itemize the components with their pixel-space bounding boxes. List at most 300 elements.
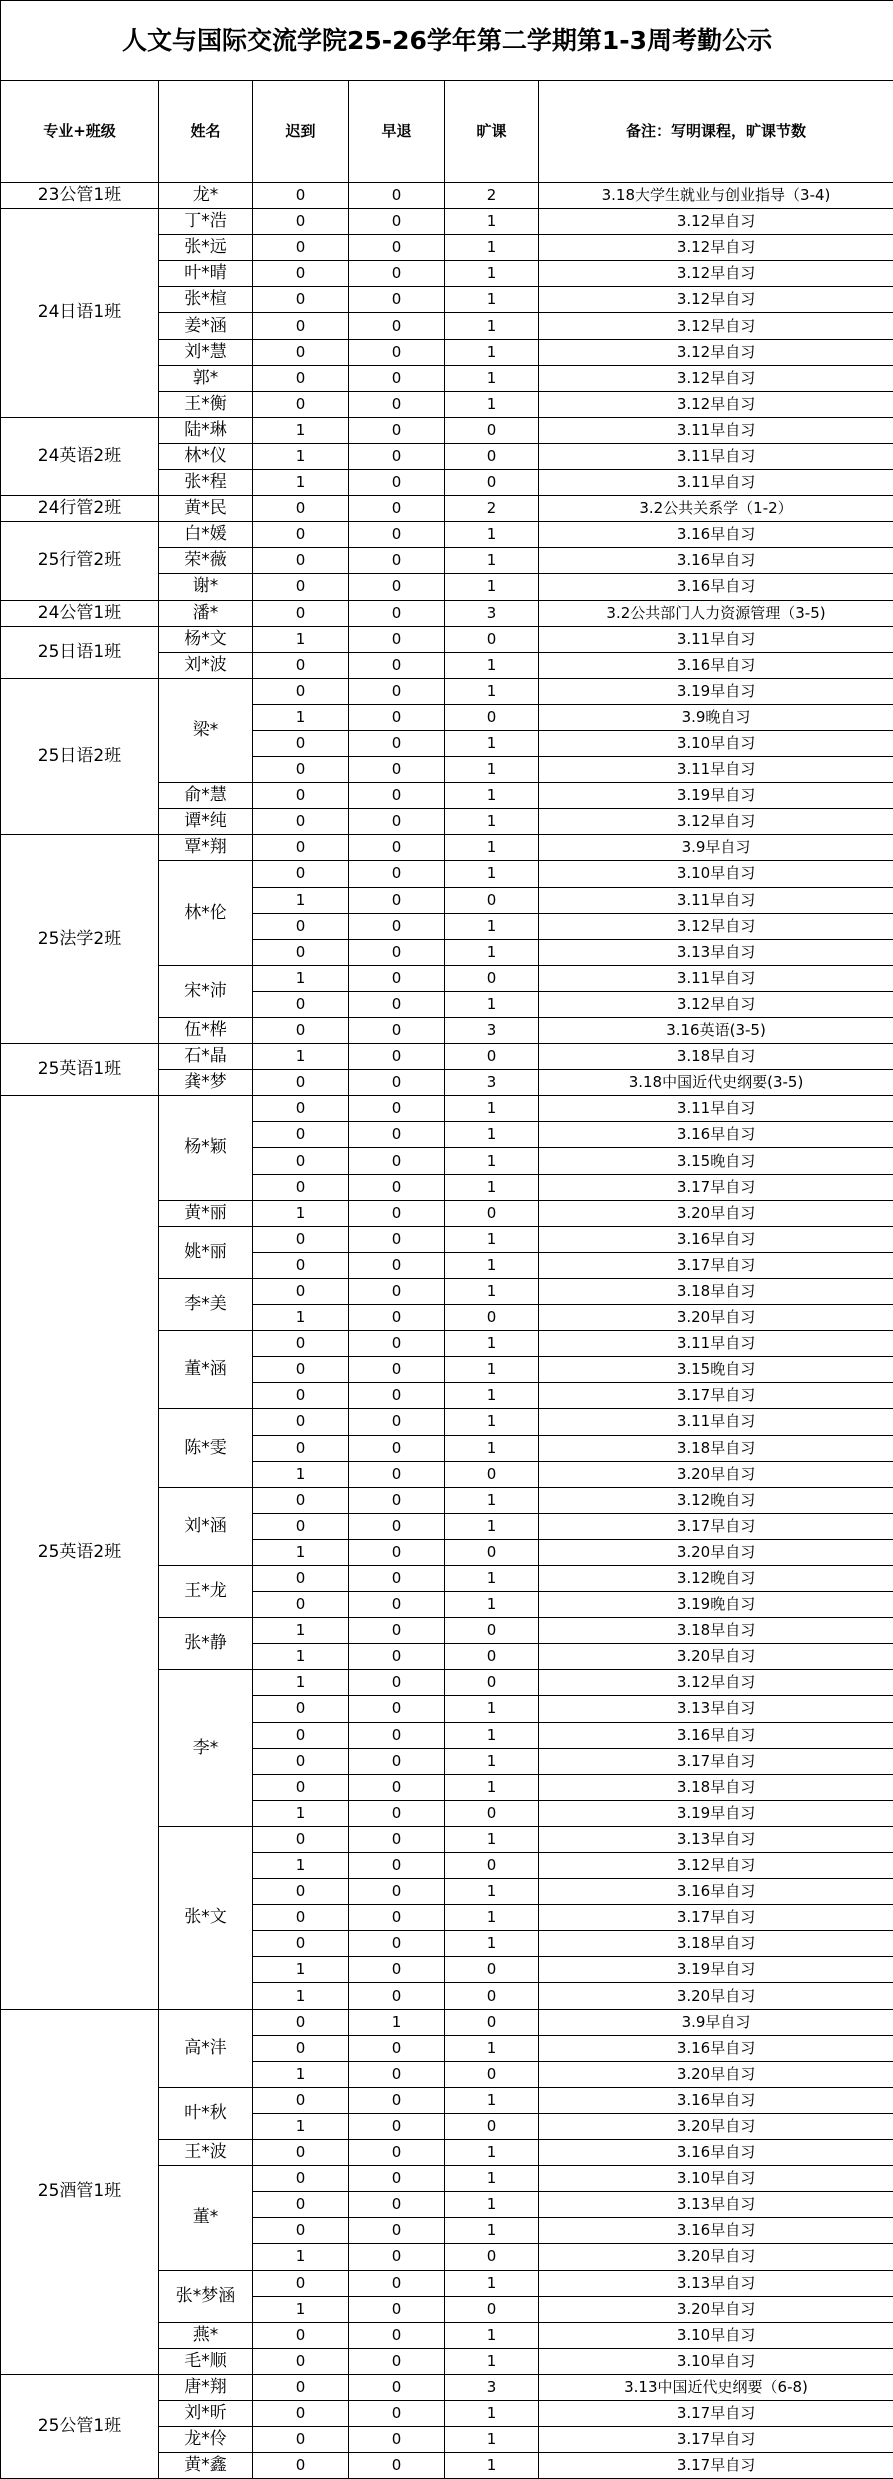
table-row — [1, 626, 893, 652]
late-count-cell: 0 — [253, 2400, 349, 2426]
absent-count-cell: 1 — [445, 2192, 539, 2218]
remark-cell: 3.18早自习 — [539, 1435, 893, 1461]
absent-count-cell: 1 — [445, 1931, 539, 1957]
remark-cell: 3.17早自习 — [539, 1383, 893, 1409]
early-leave-count-cell: 0 — [349, 2166, 445, 2192]
remark-cell: 3.19早自习 — [539, 678, 893, 704]
remark-cell: 3.19早自习 — [539, 783, 893, 809]
page-title: 人文与国际交流学院25-26学年第二学期第1-3周考勤公示 — [1, 1, 893, 81]
late-count-cell: 0 — [253, 809, 349, 835]
absent-count-cell: 3 — [445, 600, 539, 626]
late-count-cell: 1 — [253, 2061, 349, 2087]
header-early-leave: 早退 — [349, 81, 445, 183]
early-leave-count-cell: 0 — [349, 548, 445, 574]
absent-count-cell: 1 — [445, 365, 539, 391]
remark-cell: 3.12早自习 — [539, 339, 893, 365]
student-name-cell: 刘*涵 — [159, 1487, 253, 1565]
early-leave-count-cell: 0 — [349, 600, 445, 626]
absent-count-cell: 1 — [445, 1826, 539, 1852]
absent-count-cell: 1 — [445, 1252, 539, 1278]
late-count-cell: 1 — [253, 626, 349, 652]
remark-cell: 3.11早自习 — [539, 626, 893, 652]
student-name-cell: 张*远 — [159, 235, 253, 261]
absent-count-cell: 0 — [445, 2296, 539, 2322]
student-name-cell: 石*晶 — [159, 1044, 253, 1070]
student-name-cell: 李* — [159, 1670, 253, 1827]
late-count-cell: 0 — [253, 1565, 349, 1591]
early-leave-count-cell: 0 — [349, 235, 445, 261]
remark-cell: 3.19晚自习 — [539, 1592, 893, 1618]
early-leave-count-cell: 0 — [349, 287, 445, 313]
absent-count-cell: 1 — [445, 2400, 539, 2426]
remark-cell: 3.16早自习 — [539, 548, 893, 574]
absent-count-cell: 1 — [445, 835, 539, 861]
late-count-cell: 0 — [253, 1148, 349, 1174]
remark-cell: 3.20早自习 — [539, 1461, 893, 1487]
student-name-cell: 王*波 — [159, 2140, 253, 2166]
remark-cell: 3.16早自习 — [539, 1226, 893, 1252]
late-count-cell: 1 — [253, 1539, 349, 1565]
absent-count-cell: 1 — [445, 1513, 539, 1539]
student-name-cell: 林*伦 — [159, 861, 253, 965]
late-count-cell: 0 — [253, 730, 349, 756]
early-leave-count-cell: 0 — [349, 1644, 445, 1670]
student-name-cell: 高*沣 — [159, 2009, 253, 2087]
remark-cell: 3.9早自习 — [539, 2009, 893, 2035]
late-count-cell: 0 — [253, 1722, 349, 1748]
early-leave-count-cell: 0 — [349, 443, 445, 469]
remark-cell: 3.16早自习 — [539, 2087, 893, 2113]
absent-count-cell: 1 — [445, 1905, 539, 1931]
remark-cell: 3.19早自习 — [539, 1957, 893, 1983]
remark-cell: 3.12早自习 — [539, 235, 893, 261]
late-count-cell: 1 — [253, 1853, 349, 1879]
header-name: 姓名 — [159, 81, 253, 183]
late-count-cell: 0 — [253, 1696, 349, 1722]
early-leave-count-cell: 0 — [349, 209, 445, 235]
remark-cell: 3.17早自习 — [539, 1252, 893, 1278]
remark-cell: 3.12早自习 — [539, 313, 893, 339]
remark-cell: 3.18早自习 — [539, 1774, 893, 1800]
remark-cell: 3.12晚自习 — [539, 1565, 893, 1591]
absent-count-cell: 1 — [445, 1879, 539, 1905]
remark-cell: 3.2公共关系学（1-2） — [539, 496, 893, 522]
student-name-cell: 宋*沛 — [159, 965, 253, 1017]
late-count-cell: 0 — [253, 261, 349, 287]
early-leave-count-cell: 0 — [349, 1539, 445, 1565]
remark-cell: 3.11早自习 — [539, 1409, 893, 1435]
absent-count-cell: 1 — [445, 1409, 539, 1435]
student-name-cell: 王*龙 — [159, 1565, 253, 1617]
absent-count-cell: 1 — [445, 1226, 539, 1252]
absent-count-cell: 1 — [445, 313, 539, 339]
late-count-cell: 0 — [253, 2348, 349, 2374]
absent-count-cell: 1 — [445, 2427, 539, 2453]
early-leave-count-cell: 0 — [349, 991, 445, 1017]
early-leave-count-cell: 0 — [349, 1800, 445, 1826]
absent-count-cell: 1 — [445, 1487, 539, 1513]
remark-cell: 3.12早自习 — [539, 209, 893, 235]
header-class: 专业+班级 — [1, 81, 159, 183]
remark-cell: 3.16早自习 — [539, 1722, 893, 1748]
late-count-cell: 0 — [253, 2427, 349, 2453]
student-name-cell: 张*静 — [159, 1618, 253, 1670]
early-leave-count-cell: 0 — [349, 835, 445, 861]
absent-count-cell: 1 — [445, 548, 539, 574]
early-leave-count-cell: 0 — [349, 2244, 445, 2270]
class-cell: 25英语1班 — [1, 1044, 159, 1096]
early-leave-count-cell: 0 — [349, 2270, 445, 2296]
remark-cell: 3.16早自习 — [539, 2140, 893, 2166]
late-count-cell: 0 — [253, 2009, 349, 2035]
remark-cell: 3.12早自习 — [539, 913, 893, 939]
remark-cell: 3.13早自习 — [539, 1696, 893, 1722]
absent-count-cell: 1 — [445, 1592, 539, 1618]
remark-cell: 3.17早自习 — [539, 1513, 893, 1539]
absent-count-cell: 0 — [445, 1800, 539, 1826]
absent-count-cell: 1 — [445, 522, 539, 548]
early-leave-count-cell: 0 — [349, 339, 445, 365]
absent-count-cell: 3 — [445, 1018, 539, 1044]
early-leave-count-cell: 0 — [349, 2218, 445, 2244]
early-leave-count-cell: 0 — [349, 1278, 445, 1304]
remark-cell: 3.18中国近代史纲要(3-5) — [539, 1070, 893, 1096]
absent-count-cell: 1 — [445, 287, 539, 313]
early-leave-count-cell: 0 — [349, 913, 445, 939]
absent-count-cell: 1 — [445, 2270, 539, 2296]
early-leave-count-cell: 0 — [349, 783, 445, 809]
absent-count-cell: 1 — [445, 209, 539, 235]
early-leave-count-cell: 0 — [349, 652, 445, 678]
absent-count-cell: 1 — [445, 652, 539, 678]
late-count-cell: 1 — [253, 2113, 349, 2139]
late-count-cell: 1 — [253, 2296, 349, 2322]
student-name-cell: 谭*纯 — [159, 809, 253, 835]
early-leave-count-cell: 0 — [349, 809, 445, 835]
absent-count-cell: 1 — [445, 809, 539, 835]
absent-count-cell: 0 — [445, 1853, 539, 1879]
student-name-cell: 刘*慧 — [159, 339, 253, 365]
remark-cell: 3.13早自习 — [539, 939, 893, 965]
student-name-cell: 黄*丽 — [159, 1200, 253, 1226]
remark-cell: 3.2公共部门人力资源管理（3-5) — [539, 600, 893, 626]
student-name-cell: 燕* — [159, 2322, 253, 2348]
late-count-cell: 0 — [253, 757, 349, 783]
student-name-cell: 梁* — [159, 678, 253, 782]
early-leave-count-cell: 0 — [349, 1331, 445, 1357]
remark-cell: 3.18大学生就业与创业指导（3-4) — [539, 183, 893, 209]
early-leave-count-cell: 0 — [349, 2296, 445, 2322]
early-leave-count-cell: 0 — [349, 2427, 445, 2453]
late-count-cell: 0 — [253, 2140, 349, 2166]
absent-count-cell: 1 — [445, 939, 539, 965]
remark-cell: 3.10早自习 — [539, 2166, 893, 2192]
late-count-cell: 0 — [253, 2270, 349, 2296]
early-leave-count-cell: 0 — [349, 522, 445, 548]
absent-count-cell: 1 — [445, 2218, 539, 2244]
remark-cell: 3.9早自习 — [539, 835, 893, 861]
absent-count-cell: 1 — [445, 1278, 539, 1304]
early-leave-count-cell: 0 — [349, 1722, 445, 1748]
remark-cell: 3.13早自习 — [539, 2192, 893, 2218]
student-name-cell: 刘*昕 — [159, 2400, 253, 2426]
remark-cell: 3.10早自习 — [539, 861, 893, 887]
absent-count-cell: 3 — [445, 1070, 539, 1096]
late-count-cell: 0 — [253, 2374, 349, 2400]
late-count-cell: 1 — [253, 1200, 349, 1226]
table-row — [1, 522, 893, 548]
student-name-cell: 张*梦涵 — [159, 2270, 253, 2322]
absent-count-cell: 0 — [445, 1044, 539, 1070]
class-cell: 24英语2班 — [1, 417, 159, 495]
late-count-cell: 0 — [253, 2035, 349, 2061]
remark-cell: 3.16早自习 — [539, 522, 893, 548]
early-leave-count-cell: 0 — [349, 730, 445, 756]
absent-count-cell: 1 — [445, 1331, 539, 1357]
class-cell: 25行管2班 — [1, 522, 159, 600]
early-leave-count-cell: 0 — [349, 2140, 445, 2166]
table-row — [1, 417, 893, 443]
remark-cell: 3.11早自习 — [539, 757, 893, 783]
absent-count-cell: 0 — [445, 2009, 539, 2035]
early-leave-count-cell: 0 — [349, 1826, 445, 1852]
remark-cell: 3.12晚自习 — [539, 1487, 893, 1513]
late-count-cell: 0 — [253, 939, 349, 965]
absent-count-cell: 1 — [445, 1383, 539, 1409]
early-leave-count-cell: 0 — [349, 757, 445, 783]
student-name-cell: 覃*翔 — [159, 835, 253, 861]
header-remarks: 备注：写明课程，旷课节数 — [539, 81, 893, 183]
late-count-cell: 0 — [253, 1905, 349, 1931]
remark-cell: 3.18早自习 — [539, 1044, 893, 1070]
student-name-cell: 陈*雯 — [159, 1409, 253, 1487]
remark-cell: 3.11早自习 — [539, 1331, 893, 1357]
student-name-cell: 林*仪 — [159, 443, 253, 469]
early-leave-count-cell: 0 — [349, 574, 445, 600]
absent-count-cell: 1 — [445, 2140, 539, 2166]
early-leave-count-cell: 0 — [349, 2322, 445, 2348]
table-row — [1, 2374, 893, 2400]
absent-count-cell: 1 — [445, 1565, 539, 1591]
absent-count-cell: 1 — [445, 2348, 539, 2374]
remark-cell: 3.16早自习 — [539, 2035, 893, 2061]
remark-cell: 3.16早自习 — [539, 652, 893, 678]
remark-cell: 3.20早自习 — [539, 1200, 893, 1226]
early-leave-count-cell: 0 — [349, 1905, 445, 1931]
absent-count-cell: 1 — [445, 1722, 539, 1748]
table-row — [1, 1096, 893, 1122]
student-name-cell: 杨*文 — [159, 626, 253, 652]
student-name-cell: 龙* — [159, 183, 253, 209]
absent-count-cell: 0 — [445, 887, 539, 913]
late-count-cell: 0 — [253, 183, 349, 209]
late-count-cell: 0 — [253, 861, 349, 887]
late-count-cell: 1 — [253, 965, 349, 991]
absent-count-cell: 0 — [445, 965, 539, 991]
late-count-cell: 0 — [253, 652, 349, 678]
student-name-cell: 刘*波 — [159, 652, 253, 678]
early-leave-count-cell: 0 — [349, 1409, 445, 1435]
student-name-cell: 张*楦 — [159, 287, 253, 313]
late-count-cell: 0 — [253, 678, 349, 704]
absent-count-cell: 1 — [445, 1435, 539, 1461]
table-row — [1, 2009, 893, 2035]
remark-cell: 3.10早自习 — [539, 2322, 893, 2348]
early-leave-count-cell: 0 — [349, 939, 445, 965]
late-count-cell: 1 — [253, 2244, 349, 2270]
early-leave-count-cell: 0 — [349, 1487, 445, 1513]
late-count-cell: 0 — [253, 1826, 349, 1852]
early-leave-count-cell: 0 — [349, 1957, 445, 1983]
remark-cell: 3.12早自习 — [539, 991, 893, 1017]
remark-cell: 3.16早自习 — [539, 1122, 893, 1148]
absent-count-cell: 1 — [445, 730, 539, 756]
student-name-cell: 白*媛 — [159, 522, 253, 548]
absent-count-cell: 2 — [445, 496, 539, 522]
early-leave-count-cell: 0 — [349, 261, 445, 287]
absent-count-cell: 0 — [445, 2113, 539, 2139]
remark-cell: 3.13早自习 — [539, 1826, 893, 1852]
class-cell: 25公管1班 — [1, 2374, 159, 2478]
absent-count-cell: 1 — [445, 861, 539, 887]
class-cell: 24公管1班 — [1, 600, 159, 626]
absent-count-cell: 0 — [445, 470, 539, 496]
late-count-cell: 0 — [253, 574, 349, 600]
late-count-cell: 1 — [253, 1644, 349, 1670]
remark-cell: 3.13中国近代史纲要（6-8) — [539, 2374, 893, 2400]
absent-count-cell: 1 — [445, 2322, 539, 2348]
remark-cell: 3.13早自习 — [539, 2270, 893, 2296]
absent-count-cell: 0 — [445, 2244, 539, 2270]
attendance-table-body — [1, 1, 893, 2479]
absent-count-cell: 0 — [445, 443, 539, 469]
student-name-cell: 潘* — [159, 600, 253, 626]
early-leave-count-cell: 0 — [349, 861, 445, 887]
absent-count-cell: 0 — [445, 1461, 539, 1487]
absent-count-cell: 1 — [445, 1774, 539, 1800]
early-leave-count-cell: 0 — [349, 1096, 445, 1122]
remark-cell: 3.17早自习 — [539, 2427, 893, 2453]
late-count-cell: 0 — [253, 1070, 349, 1096]
remark-cell: 3.10早自习 — [539, 730, 893, 756]
absent-count-cell: 1 — [445, 1096, 539, 1122]
remark-cell: 3.16早自习 — [539, 574, 893, 600]
late-count-cell: 0 — [253, 1879, 349, 1905]
late-count-cell: 0 — [253, 1435, 349, 1461]
early-leave-count-cell: 0 — [349, 2113, 445, 2139]
early-leave-count-cell: 0 — [349, 183, 445, 209]
late-count-cell: 0 — [253, 1252, 349, 1278]
remark-cell: 3.17早自习 — [539, 1174, 893, 1200]
absent-count-cell: 1 — [445, 991, 539, 1017]
early-leave-count-cell: 0 — [349, 2374, 445, 2400]
remark-cell: 3.18早自习 — [539, 1931, 893, 1957]
student-name-cell: 黄*民 — [159, 496, 253, 522]
remark-cell: 3.15晚自习 — [539, 1357, 893, 1383]
early-leave-count-cell: 0 — [349, 1122, 445, 1148]
class-cell: 25法学2班 — [1, 835, 159, 1044]
early-leave-count-cell: 0 — [349, 1983, 445, 2009]
late-count-cell: 0 — [253, 2322, 349, 2348]
student-name-cell: 叶*秋 — [159, 2087, 253, 2139]
student-name-cell: 张*文 — [159, 1826, 253, 2009]
remark-cell: 3.18早自习 — [539, 1278, 893, 1304]
student-name-cell: 郭* — [159, 365, 253, 391]
late-count-cell: 0 — [253, 209, 349, 235]
early-leave-count-cell: 0 — [349, 1748, 445, 1774]
early-leave-count-cell: 0 — [349, 1044, 445, 1070]
absent-count-cell: 1 — [445, 1148, 539, 1174]
remark-cell: 3.15晚自习 — [539, 1148, 893, 1174]
late-count-cell: 1 — [253, 1800, 349, 1826]
student-name-cell: 叶*晴 — [159, 261, 253, 287]
late-count-cell: 0 — [253, 496, 349, 522]
remark-cell: 3.17早自习 — [539, 1748, 893, 1774]
early-leave-count-cell: 0 — [349, 2453, 445, 2479]
early-leave-count-cell: 0 — [349, 1305, 445, 1331]
early-leave-count-cell: 0 — [349, 313, 445, 339]
late-count-cell: 1 — [253, 887, 349, 913]
early-leave-count-cell: 0 — [349, 1592, 445, 1618]
student-name-cell: 陆*琳 — [159, 417, 253, 443]
header-late: 迟到 — [253, 81, 349, 183]
absent-count-cell: 1 — [445, 757, 539, 783]
remark-cell: 3.12早自习 — [539, 1670, 893, 1696]
remark-cell: 3.17早自习 — [539, 2400, 893, 2426]
header-row — [1, 81, 893, 183]
table-row — [1, 600, 893, 626]
remark-cell: 3.19早自习 — [539, 1800, 893, 1826]
student-name-cell: 荣*薇 — [159, 548, 253, 574]
early-leave-count-cell: 0 — [349, 704, 445, 730]
absent-count-cell: 1 — [445, 1122, 539, 1148]
late-count-cell: 0 — [253, 1018, 349, 1044]
remark-cell: 3.20早自习 — [539, 1539, 893, 1565]
class-cell: 25日语2班 — [1, 678, 159, 835]
early-leave-count-cell: 0 — [349, 1070, 445, 1096]
late-count-cell: 0 — [253, 1226, 349, 1252]
student-name-cell: 杨*颖 — [159, 1096, 253, 1200]
early-leave-count-cell: 0 — [349, 626, 445, 652]
absent-count-cell: 0 — [445, 1957, 539, 1983]
absent-count-cell: 0 — [445, 1539, 539, 1565]
early-leave-count-cell: 0 — [349, 417, 445, 443]
early-leave-count-cell: 0 — [349, 1931, 445, 1957]
remark-cell: 3.11早自习 — [539, 1096, 893, 1122]
late-count-cell: 1 — [253, 1670, 349, 1696]
late-count-cell: 0 — [253, 365, 349, 391]
late-count-cell: 0 — [253, 991, 349, 1017]
student-name-cell: 姜*涵 — [159, 313, 253, 339]
late-count-cell: 0 — [253, 1331, 349, 1357]
early-leave-count-cell: 0 — [349, 1618, 445, 1644]
student-name-cell: 伍*桦 — [159, 1018, 253, 1044]
early-leave-count-cell: 0 — [349, 2087, 445, 2113]
early-leave-count-cell: 1 — [349, 2009, 445, 2035]
early-leave-count-cell: 0 — [349, 1513, 445, 1539]
early-leave-count-cell: 0 — [349, 2348, 445, 2374]
remark-cell: 3.10早自习 — [539, 2348, 893, 2374]
absent-count-cell: 0 — [445, 1200, 539, 1226]
late-count-cell: 0 — [253, 1931, 349, 1957]
absent-count-cell: 1 — [445, 261, 539, 287]
late-count-cell: 0 — [253, 2166, 349, 2192]
student-name-cell: 董* — [159, 2166, 253, 2270]
late-count-cell: 0 — [253, 2087, 349, 2113]
absent-count-cell: 0 — [445, 1305, 539, 1331]
early-leave-count-cell: 0 — [349, 1853, 445, 1879]
absent-count-cell: 0 — [445, 626, 539, 652]
